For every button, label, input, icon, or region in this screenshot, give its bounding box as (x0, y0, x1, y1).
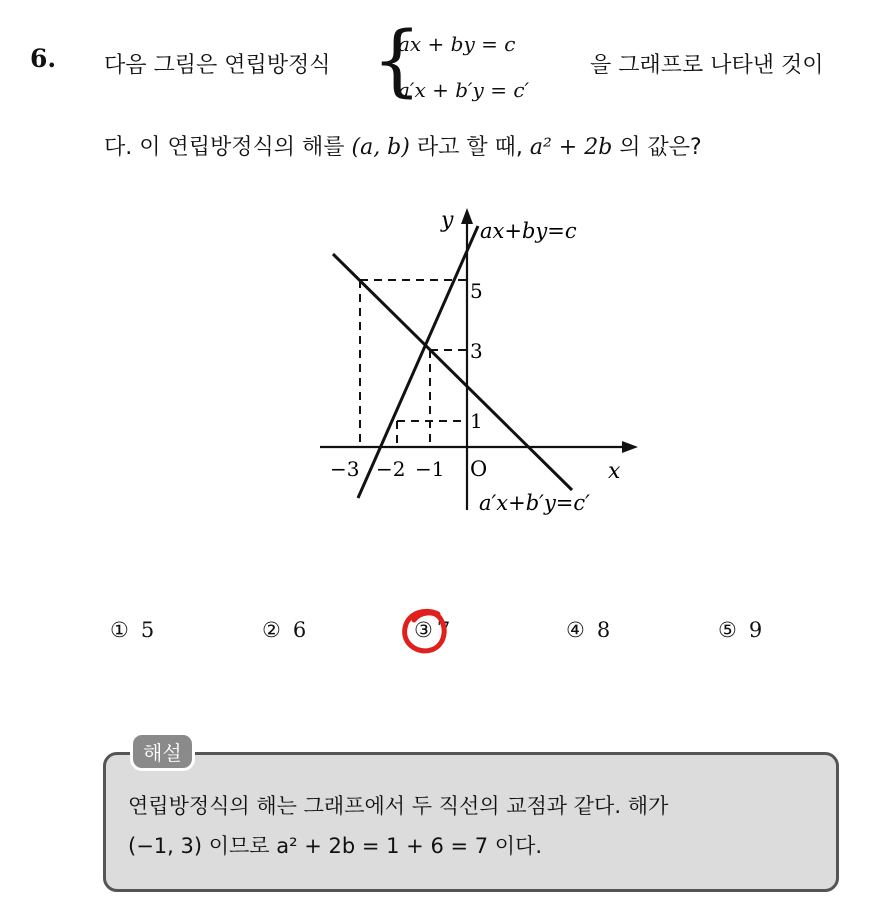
solution-box (103, 752, 839, 892)
y-axis-label: y (441, 208, 454, 233)
origin-label: O (470, 457, 488, 481)
choice-2[interactable] (262, 618, 306, 642)
solution-line-1: 연립방정식의 해는 그래프에서 두 직선의 교점과 같다. 해가 (128, 794, 669, 818)
line1-label: ax+by=c (480, 219, 577, 243)
y-axis-arrow (461, 208, 473, 224)
solution-line-2: (−1, 3) 이므로 a² + 2b = 1 + 6 = 7 이다. (128, 834, 543, 858)
question-text-part3: 의 값은? (619, 135, 702, 160)
line2-label: a′x+b′y=c′ (479, 491, 590, 515)
solution-pair: (a, b) (351, 135, 410, 160)
choice-3-symbol: ③ (414, 618, 433, 642)
question-text-start: 다음 그림은 연립방정식 (104, 53, 331, 78)
y-tick-1: 1 (470, 409, 483, 433)
x-tick-neg2: −2 (376, 457, 406, 481)
choice-3-value: 7 (436, 618, 451, 642)
choice-2-value: 6 (292, 618, 307, 642)
choice-1[interactable] (110, 618, 154, 642)
solution-tag: 해설 (130, 732, 195, 771)
choice-1-value: 5 (140, 618, 155, 642)
y-tick-5: 5 (470, 279, 483, 303)
choice-2-symbol: ② (262, 618, 281, 642)
dashed-guides (360, 280, 467, 447)
question-text-part2: 라고 할 때, (416, 135, 523, 160)
x-axis-label: x (608, 459, 621, 484)
question-number: 6. (30, 44, 57, 73)
question-text-end: 을 그래프로 나타낸 것이 (590, 53, 824, 78)
x-tick-neg1: −1 (415, 457, 445, 481)
selection-circle (405, 611, 444, 651)
selection-mark (398, 606, 458, 658)
equation-1: ax + by = c (398, 32, 516, 56)
x-axis-arrow (622, 441, 638, 453)
equation-2: a′x + b′y = c′ (398, 78, 530, 102)
choice-4-value: 8 (596, 618, 611, 642)
choice-5[interactable] (718, 618, 762, 642)
choice-5-value: 9 (748, 618, 763, 642)
system-brace: { (372, 16, 422, 106)
choice-4-symbol: ④ (566, 618, 585, 642)
target-expression: a² + 2b (529, 135, 613, 160)
x-tick-neg3: −3 (330, 457, 360, 481)
line-a2x-b2y-c2 (333, 254, 572, 490)
choice-1-symbol: ① (110, 618, 129, 642)
y-tick-3: 3 (470, 339, 483, 363)
choice-4[interactable] (566, 618, 610, 642)
question-text-part1: 다. 이 연립방정식의 해를 (104, 135, 345, 160)
choice-5-symbol: ⑤ (718, 618, 737, 642)
